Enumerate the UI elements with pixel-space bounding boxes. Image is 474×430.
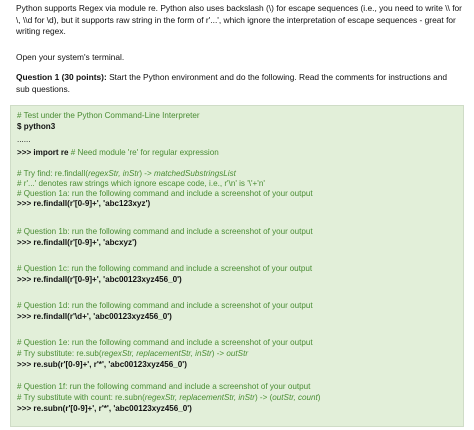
question-1-text: Start the Python environment and do the following. Read the comments for instructions and sub questions.: [16, 72, 448, 94]
cmd-question-1f: >>> re.subn(r'[0-9]+', r'*', 'abc00123xyz456_0'): [17, 404, 192, 413]
cmd-question-1d: >>> re.findall(r'\d+', 'abc00123xyz456_0'): [17, 312, 172, 321]
comment-try-sub: # Try substitute: re.sub(regexStr, replacementStr, inStr) -> outStr: [17, 349, 249, 358]
comment-try-findall: # Try find: re.findall(regexStr, inStr) -> matchedSubstringsList: [17, 169, 236, 178]
intro-paragraph: Python supports Regex via module re. Python also uses backslash (\) for escape sequences (i.e., you need to write \\ for \, \\d for \d), but it supports raw string in the form of r'...', which ignore the interpretation of escape sequences - great for writing regex.: [16, 3, 462, 36]
cmd-question-1e: >>> re.sub(r'[0-9]+', r'*', 'abc00123xyz456_0'): [17, 360, 187, 369]
cmd-question-1a: >>> re.findall(r'[0-9]+', 'abc123xyz'): [17, 199, 151, 208]
comment-question-1d: # Question 1d: run the following command and include a screenshot of your output: [17, 301, 313, 310]
comment-test-interpreter: # Test under the Python Command-Line Interpreter: [17, 111, 200, 120]
comment-try-subn: # Try substitute with count: re.subn(regexStr, replacementStr, inStr) -> (outStr, count): [17, 393, 321, 402]
cmd-import-re: >>> import re: [17, 148, 69, 157]
terminal-instruction: Open your system's terminal.: [16, 52, 125, 62]
cmd-python3: $ python3: [17, 122, 56, 131]
comment-question-1f: # Question 1f: run the following command and include a screenshot of your output: [17, 382, 311, 391]
question-1-heading: [16, 72, 462, 95]
cmd-question-1c: >>> re.findall(r'[0-9]+', 'abc00123xyz456_0'): [17, 275, 182, 284]
question-1-label: Question 1 (30 points):: [16, 72, 107, 82]
code-block: [10, 105, 464, 427]
import-line: [17, 148, 219, 158]
comment-import-re: # Need module 're' for regular expression: [68, 148, 219, 157]
comment-question-1e: # Question 1e: run the following command and include a screenshot of your output: [17, 338, 313, 347]
comment-question-1b: # Question 1b: run the following command and include a screenshot of your output: [17, 227, 313, 236]
ellipsis-line: ......: [17, 135, 31, 144]
cmd-question-1b: >>> re.findall(r'[0-9]+', 'abcxyz'): [17, 238, 137, 247]
comment-question-1c: # Question 1c: run the following command and include a screenshot of your output: [17, 264, 313, 273]
comment-raw-strings: # r'...' denotes raw strings which ignore escape code, i.e., r'\n' is '\'+'n': [17, 179, 265, 188]
comment-question-1a: # Question 1a: run the following command and include a screenshot of your output: [17, 189, 313, 198]
